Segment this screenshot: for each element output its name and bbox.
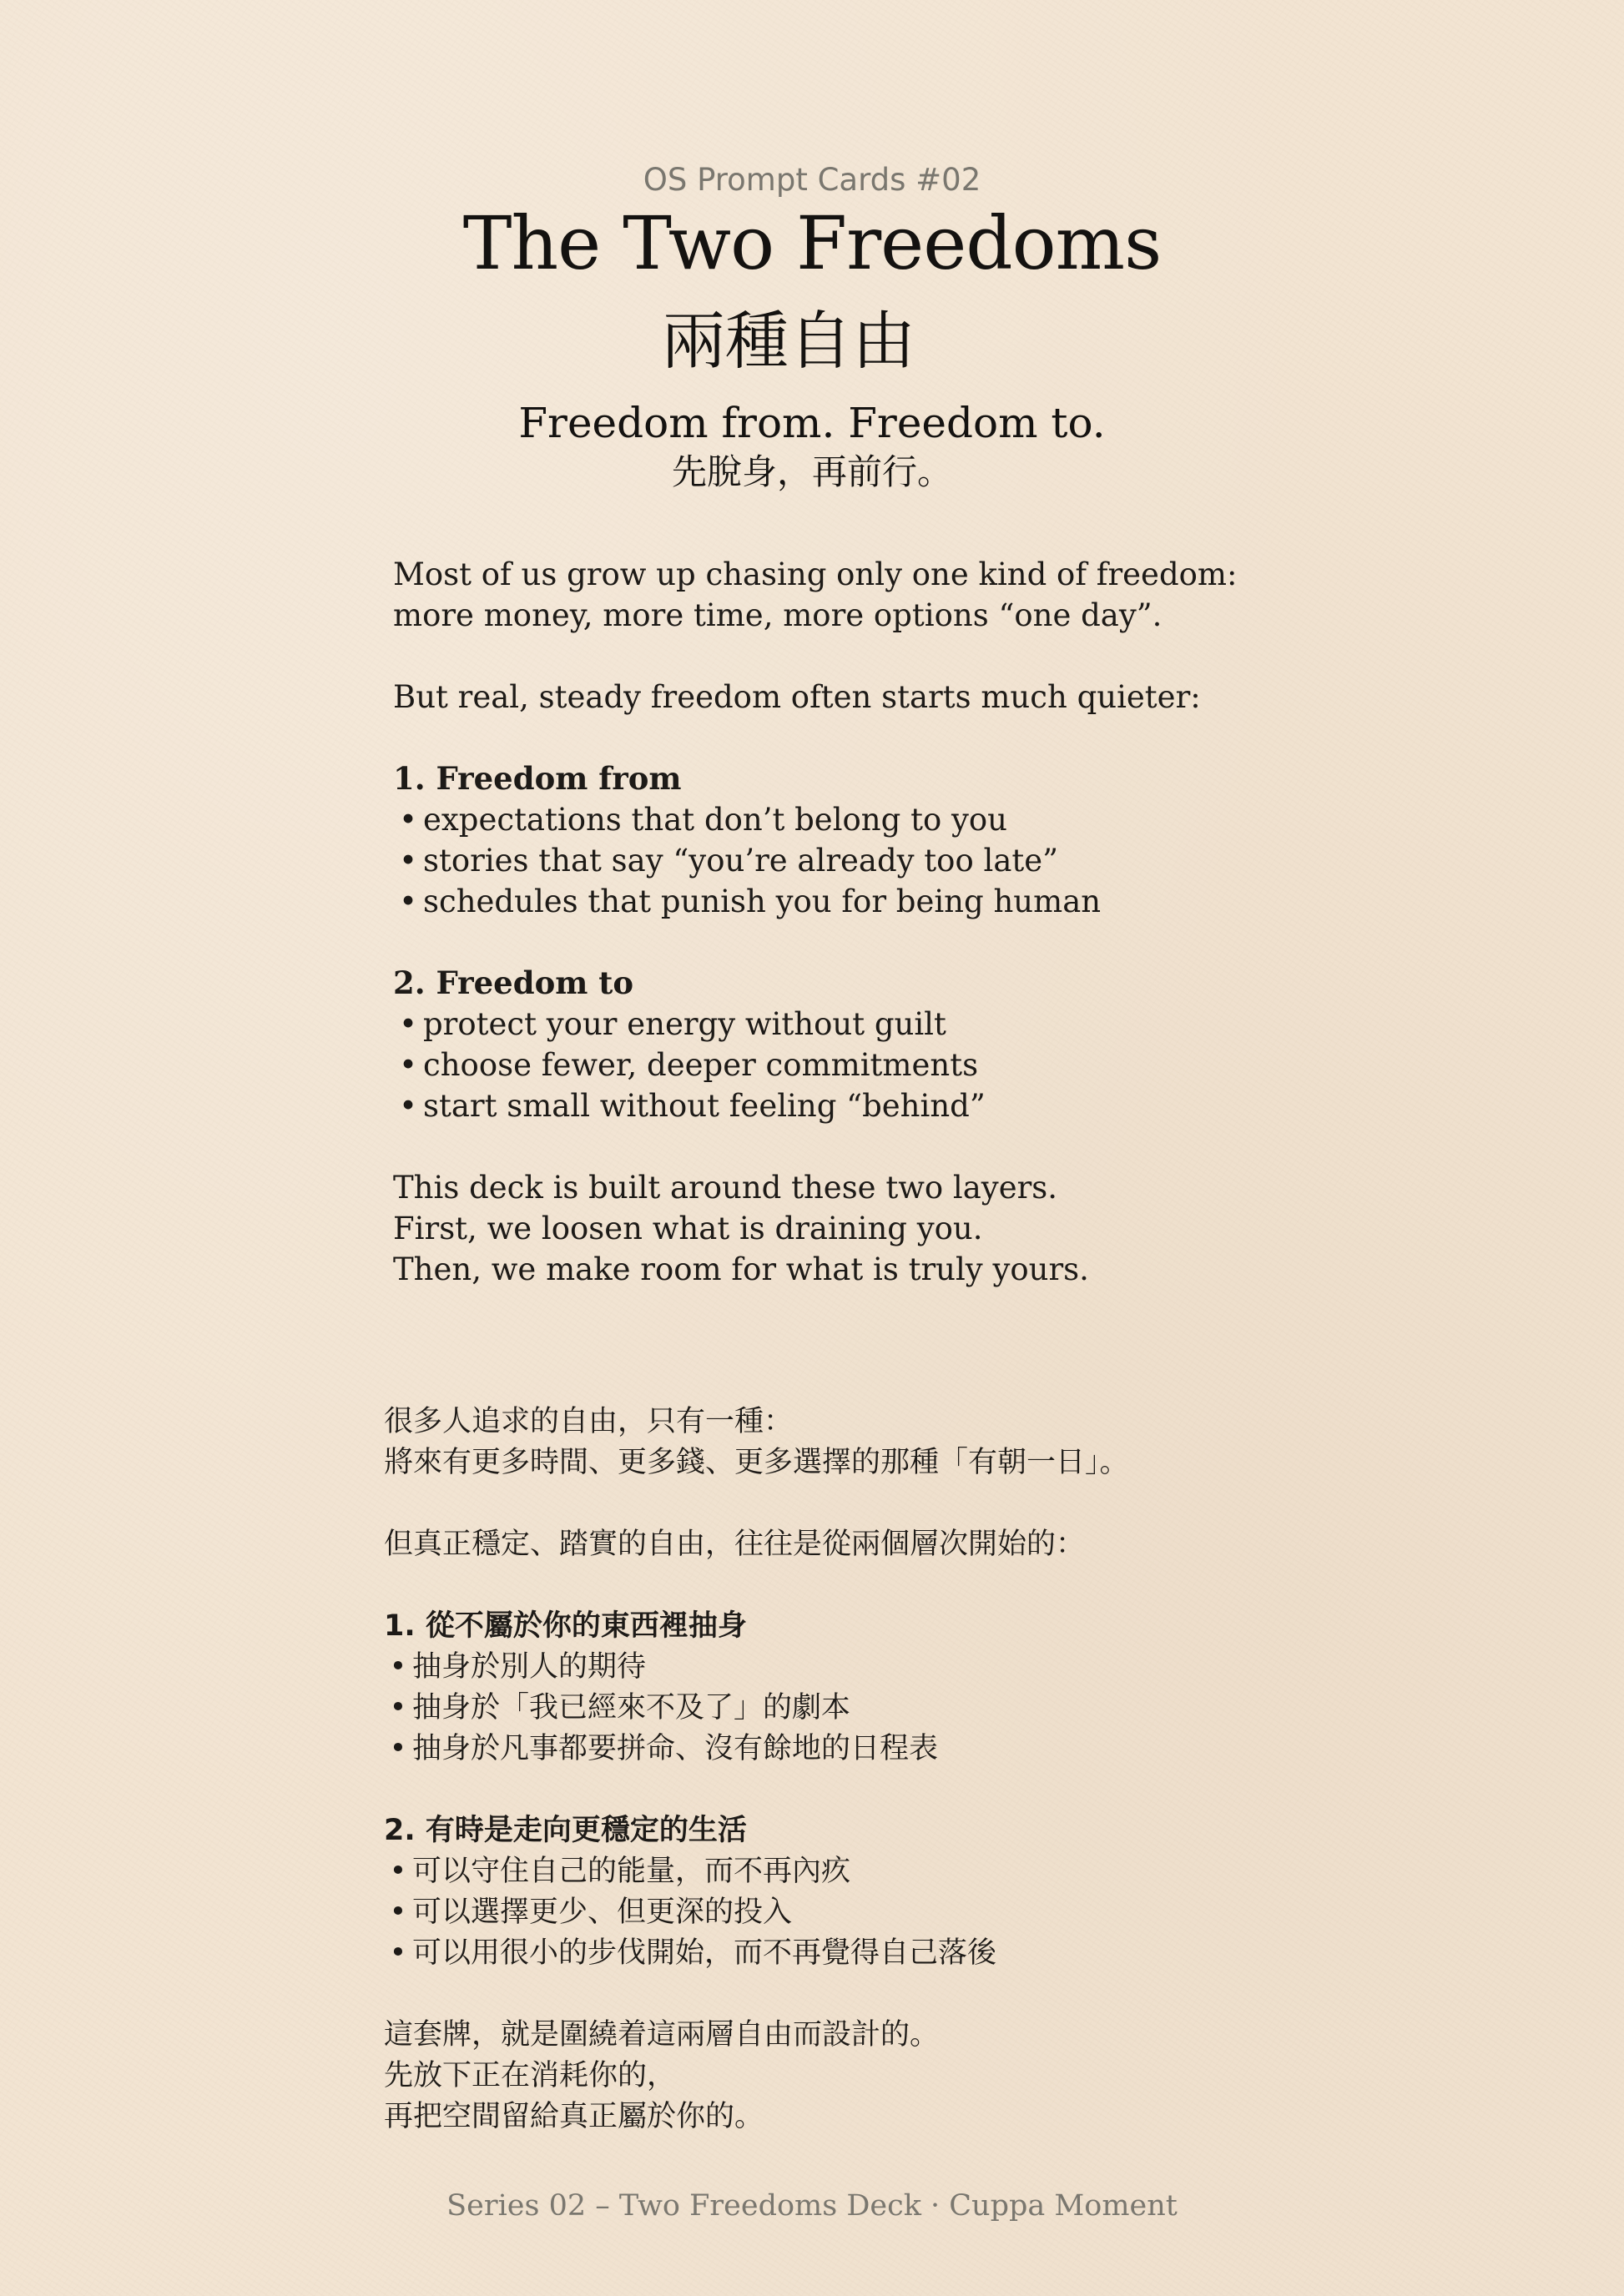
bullet-icon: • (389, 1732, 407, 1765)
list-item (384, 1729, 1252, 1770)
list-item-text: start small without feeling “behind” (423, 1088, 986, 1124)
list-item (393, 1085, 1228, 1126)
list-item-text: 可以守住自己的能量，而不再內疚 (412, 1855, 851, 1888)
spacer (384, 1974, 1252, 2015)
list-item (384, 1688, 1252, 1729)
bullet-icon: • (389, 1691, 407, 1725)
list-item-text: protect your energy without guilt (423, 1006, 946, 1042)
bullet-icon: • (399, 843, 417, 879)
list-item-text: stories that say “you’re already too late” (423, 843, 1059, 879)
spacer (384, 1565, 1252, 1606)
page-title-zh: 兩種自由 (662, 304, 915, 378)
tagline-en: Freedom from. Freedom to. (518, 399, 1106, 447)
bullet-icon: • (399, 1047, 417, 1083)
footer-credit: Series 02 – Two Freedoms Deck · Cuppa Moment (446, 2189, 1178, 2223)
section-heading: 2. 有時是走向更穩定的生活 (384, 1814, 747, 1847)
closing-line: Then, we make room for what is truly yours. (393, 1251, 1089, 1287)
closing-line: 再把空間留給真正屬於你的。 (384, 2100, 764, 2133)
section-heading: 2. Freedom to (393, 964, 634, 1001)
bullet-icon: • (389, 1650, 407, 1684)
closing-line: First, we loosen what is draining you. (393, 1211, 983, 1246)
lead-line: 但真正穩定、踏實的自由，往往是從兩個層次開始的： (384, 1528, 1086, 1561)
intro-line: more money, more time, more options “one day”. (393, 597, 1163, 633)
intro-line: 很多人追求的自由，只有一種： (384, 1405, 794, 1438)
section-heading: 1. 從不屬於你的東西裡抽身 (384, 1609, 747, 1643)
list-item (393, 881, 1228, 922)
list-item-text: schedules that punish you for being human (423, 884, 1102, 919)
bullet-icon: • (389, 1855, 407, 1888)
bullet-icon: • (399, 1088, 417, 1124)
closing-line: 這套牌，就是圍繞着這兩層自由而設計的。 (384, 2018, 940, 2052)
list-item-text: expectations that don’t belong to you (423, 802, 1008, 838)
tagline-zh: 先脫身，再前行。 (671, 451, 952, 492)
spacer (393, 636, 1228, 677)
closing-line: 先放下正在消耗你的， (384, 2059, 677, 2092)
lead-line: But real, steady freedom often starts much quieter: (393, 679, 1201, 715)
section-heading: 1. Freedom from (393, 760, 682, 797)
bullet-icon: • (399, 884, 417, 919)
chinese-body (384, 1402, 1252, 2137)
page-title-en: The Two Freedoms (462, 200, 1162, 286)
list-item-text: 抽身於別人的期待 (412, 1650, 647, 1684)
closing-line: This deck is built around these two layers. (393, 1170, 1058, 1206)
list-item-text: 可以用很小的步伐開始，而不再覺得自己落後 (412, 1936, 997, 1970)
intro-line: Most of us grow up chasing only one kind of freedom: (393, 556, 1238, 592)
series-label: OS Prompt Cards #02 (643, 162, 981, 198)
list-item (393, 1045, 1228, 1085)
bullet-icon: • (399, 1006, 417, 1042)
bullet-icon: • (389, 1896, 407, 1929)
bullet-icon: • (389, 1936, 407, 1970)
list-item (384, 1647, 1252, 1688)
list-item-text: 抽身於凡事都要拼命、沒有餘地的日程表 (412, 1732, 939, 1765)
spacer (393, 1126, 1228, 1167)
list-item (384, 1851, 1252, 1892)
spacer (393, 922, 1228, 963)
list-item-text: choose fewer, deeper commitments (423, 1047, 979, 1083)
spacer (393, 718, 1228, 758)
list-item (393, 799, 1228, 840)
list-item-text: 可以選擇更少、但更深的投入 (412, 1896, 793, 1929)
list-item-text: 抽身於「我已經來不及了」的劇本 (412, 1691, 851, 1725)
spacer (384, 1770, 1252, 1810)
intro-line: 將來有更多時間、更多錢、更多選擇的那種「有朝一日」。 (384, 1446, 1129, 1479)
list-item (393, 840, 1228, 881)
list-item (384, 1892, 1252, 1933)
bullet-icon: • (399, 802, 417, 838)
spacer (384, 1483, 1252, 1524)
english-body (393, 554, 1238, 1290)
list-item (393, 1004, 1228, 1045)
list-item (384, 1933, 1252, 1974)
